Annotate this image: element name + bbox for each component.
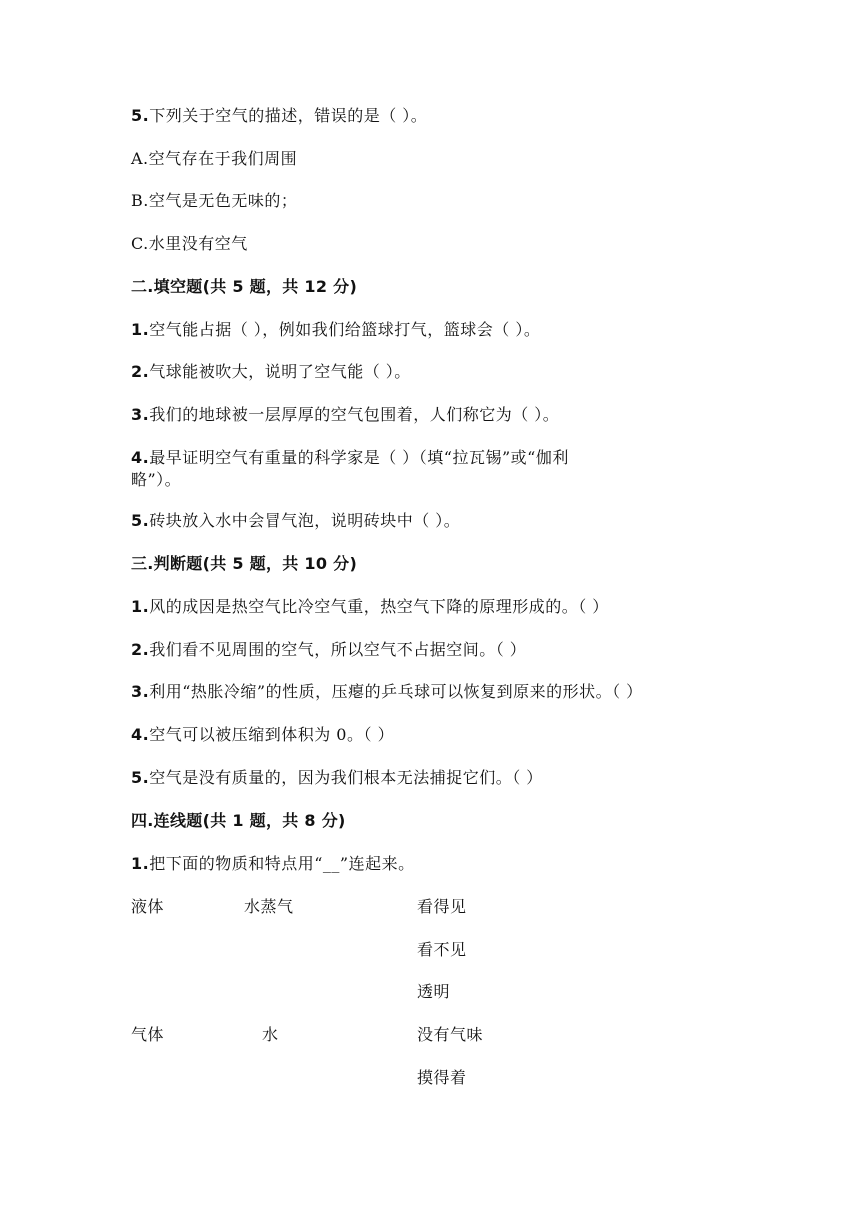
question-text: 最早证明空气有重量的科学家是（ ）（填“拉瓦锡”或“伽利 bbox=[149, 448, 569, 467]
question-text: 气球能被吹大，说明了空气能（ ）。 bbox=[149, 362, 411, 381]
question-number: 5. bbox=[131, 768, 150, 787]
matching-col3-item-4: 没有气味 bbox=[417, 1025, 484, 1044]
question-number: 2. bbox=[131, 640, 150, 659]
matching-col1-item-2: 气体 bbox=[131, 1025, 165, 1044]
question-number: 3. bbox=[131, 405, 150, 424]
fill-blank-item-4 bbox=[131, 447, 569, 469]
question-number: 1. bbox=[131, 320, 150, 339]
question-text: 把下面的物质和特点用“__”连起来。 bbox=[149, 854, 415, 873]
question-number: 2. bbox=[131, 362, 150, 381]
fill-blank-item-1 bbox=[131, 319, 540, 341]
question-5-stem bbox=[131, 105, 427, 127]
question-text: 空气是没有质量的，因为我们根本无法捕捉它们。（ ） bbox=[149, 768, 543, 787]
fill-blank-item-4-continued: 略”）。 bbox=[131, 470, 182, 489]
question-text: 下列关于空气的描述，错误的是（ ）。 bbox=[149, 106, 428, 125]
question-text: 利用“热胀冷缩”的性质，压瘪的乒乓球可以恢复到原来的形状。（ ） bbox=[149, 682, 643, 701]
true-false-item-5 bbox=[131, 767, 543, 789]
option-b: B.空气是无色无味的； bbox=[131, 191, 298, 210]
question-number: 3. bbox=[131, 682, 150, 701]
question-text: 风的成因是热空气比冷空气重，热空气下降的原理形成的。（ ） bbox=[149, 597, 609, 616]
question-text: 空气可以被压缩到体积为 0。（ ） bbox=[149, 725, 395, 744]
question-text: 我们看不见周围的空气，所以空气不占据空间。（ ） bbox=[149, 640, 527, 659]
option-a: A.空气存在于我们周围 bbox=[131, 149, 298, 168]
matching-question bbox=[131, 853, 415, 875]
section-heading-true-false: 三.判断题(共 5 题，共 10 分) bbox=[131, 554, 358, 573]
question-number: 1. bbox=[131, 854, 150, 873]
matching-col3-item-2: 看不见 bbox=[417, 940, 467, 959]
fill-blank-item-2 bbox=[131, 361, 411, 383]
true-false-item-4 bbox=[131, 724, 394, 746]
question-number: 5. bbox=[131, 511, 150, 530]
matching-col3-item-5: 摸得着 bbox=[417, 1068, 467, 1087]
matching-col1-item-1: 液体 bbox=[131, 897, 165, 916]
matching-col3-item-1: 看得见 bbox=[417, 897, 467, 916]
question-number: 5. bbox=[131, 106, 150, 125]
question-text: 空气能占据（ ），例如我们给篮球打气，篮球会（ ）。 bbox=[149, 320, 541, 339]
question-text: 我们的地球被一层厚厚的空气包围着，人们称它为（ ）。 bbox=[149, 405, 560, 424]
true-false-item-3 bbox=[131, 681, 643, 703]
fill-blank-item-3 bbox=[131, 404, 559, 426]
question-number: 4. bbox=[131, 725, 150, 744]
true-false-item-1 bbox=[131, 596, 609, 618]
true-false-item-2 bbox=[131, 639, 526, 661]
question-number: 4. bbox=[131, 448, 150, 467]
question-number: 1. bbox=[131, 597, 150, 616]
section-heading-fill-blank: 二.填空题(共 5 题，共 12 分) bbox=[131, 277, 358, 296]
question-text: 砖块放入水中会冒气泡，说明砖块中（ ）。 bbox=[149, 511, 461, 530]
matching-col3-item-3: 透明 bbox=[417, 982, 451, 1001]
matching-col2-item-1: 水蒸气 bbox=[244, 897, 294, 916]
section-heading-matching: 四.连线题(共 1 题，共 8 分) bbox=[131, 811, 346, 830]
fill-blank-item-5 bbox=[131, 510, 460, 532]
option-c: C.水里没有空气 bbox=[131, 234, 248, 253]
matching-col2-item-2: 水 bbox=[262, 1025, 279, 1044]
